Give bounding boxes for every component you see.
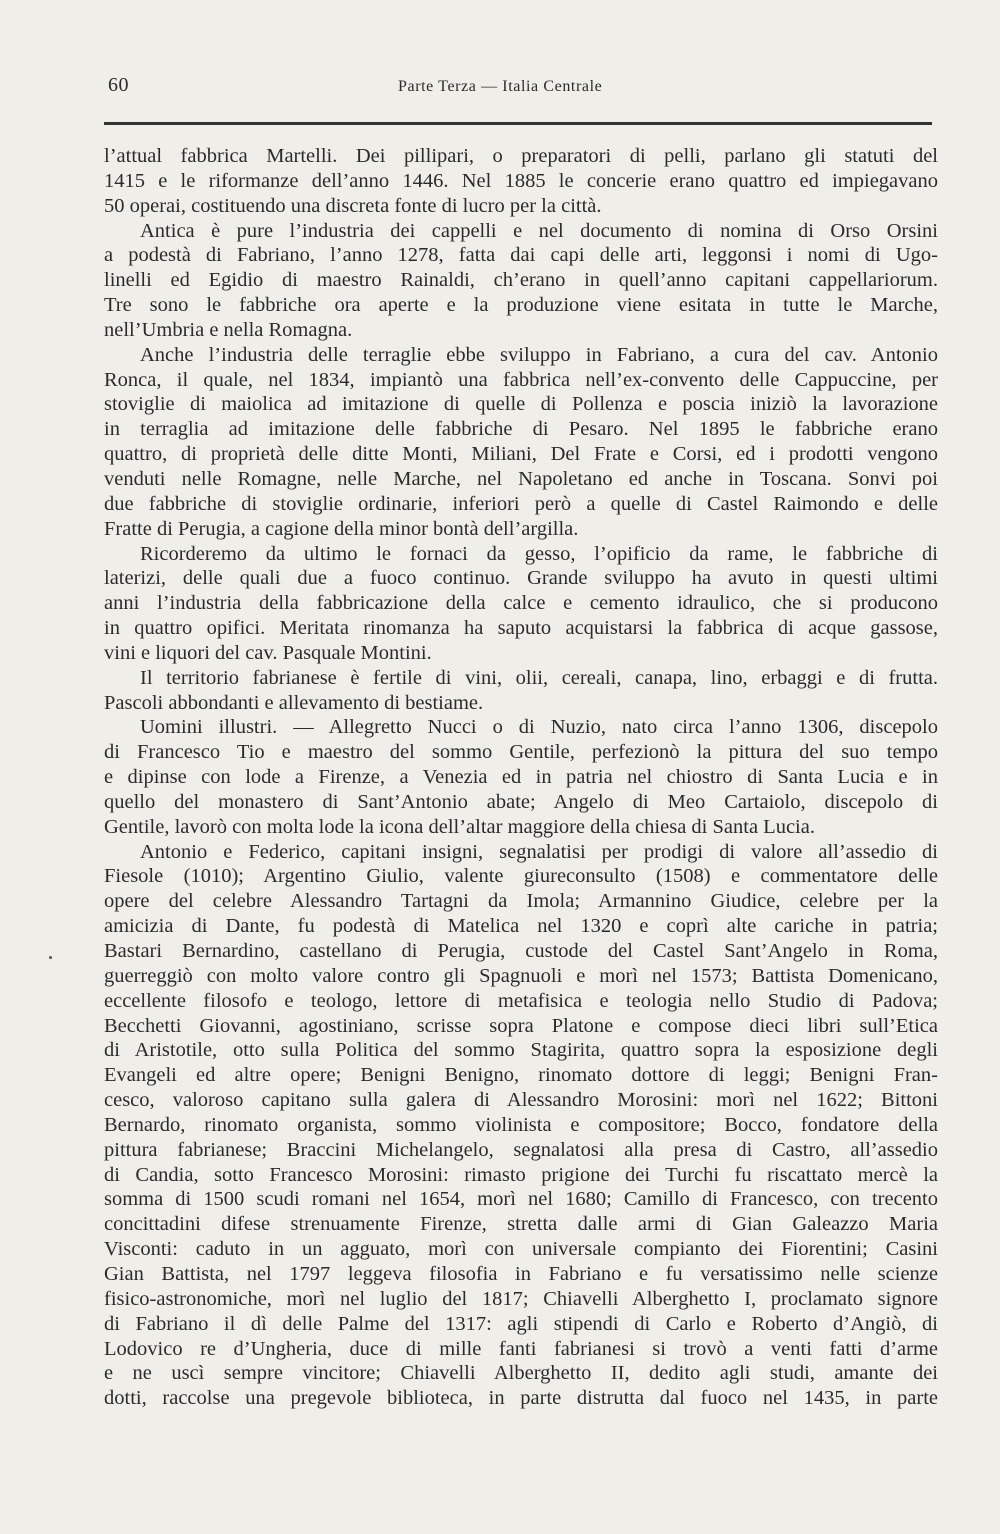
text-line: quattro, di proprietà delle ditte Monti, Miliani, Del Frate e Corsi, ed i prodotti vengono [104, 443, 938, 466]
text-line: Becchetti Giovanni, agostiniano, scrisse sopra Platone e compose dieci libri sull’Etica [104, 1014, 938, 1037]
text-line: l’attual fabbrica Martelli. Dei pillipari, o preparatori di pelli, parlano gli statuti del [104, 145, 938, 167]
text-line: di Fabriano il dì delle Palme del 1317: agli stipendi di Carlo e Roberto d’Angiò, di [104, 1312, 938, 1335]
text-line: Antonio e Federico, capitani insigni, segnalatisi per prodigi di valore all’assedio di [140, 840, 938, 863]
text-line: Visconti: caduto in un agguato, morì con universale compianto dei Fiorentini; Casini [104, 1238, 938, 1261]
text-line: Bernardo, rinomato organista, sommo violinista e compositore; Bocco, fondatore della [104, 1113, 938, 1136]
text-line: 1415 e le riformanze dell’anno 1446. Nel 1885 le concerie erano quattro ed impiegavano [104, 169, 938, 192]
text-line: anni l’industria della fabbricazione della calce e cemento idraulico, che si producono [104, 592, 938, 615]
text-line: stoviglie di maiolica ad imitazione di quelle di Pollenza e poscia iniziò la lavorazione [104, 393, 938, 416]
text-line: Gian Battista, nel 1797 leggeva filosofia in Fabriano e fu versatissimo nelle scienze [104, 1262, 938, 1285]
text-line: quello del monastero di Sant’Antonio abate; Angelo di Meo Cartaiolo, discepolo di [104, 790, 938, 813]
text-line: Fratte di Perugia, a cagione della minor bontà dell’argilla. [104, 517, 579, 540]
text-line: 50 operai, costituendo una discreta fonte di lucro per la città. [104, 194, 602, 217]
text-line: fisico-astronomiche, morì nel luglio del 1817; Chiavelli Alberghetto I, proclamato signore [104, 1287, 938, 1310]
text-line: Anche l’industria delle terraglie ebbe sviluppo in Fabriano, a cura del cav. Antonio [140, 343, 938, 366]
text-line: Bastari Bernardino, castellano di Perugia, custode del Castel Sant’Angelo in Roma, [104, 940, 938, 962]
text-line: Antica è pure l’industria dei cappelli e nel documento di nomina di Orso Orsini [140, 219, 938, 242]
text-line: dotti, raccolse una pregevole biblioteca, in parte distrutta dal fuoco nel 1435, in parte [104, 1387, 938, 1410]
page-header [104, 74, 932, 104]
text-line: linelli ed Egidio di maestro Rainaldi, ch’erano in quell’anno capitani cappellariorum. [104, 269, 938, 292]
body-text [104, 144, 938, 1411]
text-line: Pascoli abbondanti e allevamento di bestiame. [104, 691, 484, 714]
running-head: Parte Terza — Italia Centrale [398, 78, 603, 95]
text-line: Lodovico re d’Ungheria, duce di mille fanti fabrianesi si trovò a venti fatti d’arme [104, 1337, 938, 1360]
text-line: in quattro opifici. Meritata rinomanza ha saputo acquistarsi la fabbrica di acque gassose, [104, 617, 938, 640]
text-line: di Candia, sotto Francesco Morosini: rimasto prigione dei Turchi fu riscattato mercè la [104, 1163, 938, 1186]
text-line: in terraglia ad imitazione delle fabbriche di Pesaro. Nel 1895 le fabbriche erano [104, 418, 938, 441]
text-line: vini e liquori del cav. Pasquale Montini. [104, 641, 432, 664]
text-line: nell’Umbria e nella Romagna. [104, 318, 353, 341]
text-line: Uomini illustri. — Allegretto Nucci o di Nuzio, nato circa l’anno 1306, discepolo [140, 716, 938, 739]
text-line: guerreggiò con molto valore contro gli Spagnuoli e morì nel 1573; Battista Domenicano, [104, 964, 938, 987]
text-line: eccellente filosofo e teologo, lettore di metafisica e teologia nello Studio di Padova; [104, 989, 938, 1012]
text-line: laterizi, delle quali due a fuoco continuo. Grande sviluppo ha avuto in questi ultimi [104, 567, 938, 590]
header-rule [104, 122, 932, 125]
text-line: Il territorio fabrianese è fertile di vini, olii, cereali, canapa, lino, erbaggi e di frutta. [140, 666, 938, 689]
text-line: Ricorderemo da ultimo le fornaci da gesso, l’opificio da rame, le fabbriche di [140, 542, 938, 565]
text-line: pittura fabrianese; Braccini Michelangelo, segnalatosi alla presa di Castro, all’assedio [104, 1138, 938, 1161]
text-line: di Aristotile, otto sulla Politica del sommo Stagirita, quattro sopra la esposizione degli [104, 1039, 938, 1062]
text-line: cesco, valoroso capitano sulla galera di Alessandro Morosini: morì nel 1622; Bittoni [104, 1089, 938, 1112]
text-line: Evangeli ed altre opere; Benigni Benigno, rinomato dottore di leggi; Benigni Fran- [104, 1064, 938, 1087]
text-line: e ne uscì sempre vincitore; Chiavelli Alberghetto II, dedito agli studi, amante dei [104, 1362, 938, 1385]
text-line: e dipinse con lode a Firenze, a Venezia ed in patria nel chiostro di Santa Lucia e in [104, 766, 938, 789]
text-line: Tre sono le fabbriche ora aperte e la produzione viene esitata in tutte le Marche, [104, 294, 938, 317]
text-line: concittadini difese strenuamente Firenze, stretta dalle armi di Gian Galeazzo Maria [104, 1213, 938, 1236]
text-line: Gentile, lavorò con molta lode la icona dell’altar maggiore della chiesa di Santa Lucia. [104, 815, 815, 838]
page-number: 60 [108, 74, 129, 96]
text-line: Ronca, il quale, nel 1834, impiantò una fabbrica nell’ex-convento delle Cappuccine, per [104, 368, 938, 391]
text-line: due fabbriche di stoviglie ordinarie, inferiori però a quelle di Castel Raimondo e delle [104, 492, 938, 515]
text-line: amicizia di Dante, fu podestà di Matelica nel 1320 e coprì alte cariche in patria; [104, 915, 938, 938]
text-line: Fiesole (1010); Argentino Giulio, valente giureconsulto (1508) e commentatore delle [104, 865, 938, 888]
text-line: venduti nelle Romagne, nelle Marche, nel Napoletano ed anche in Toscana. Sonvi poi [104, 467, 938, 490]
margin-mark [49, 956, 52, 959]
text-line: somma di 1500 scudi romani nel 1654, morì nel 1680; Camillo di Francesco, con trecento [104, 1188, 938, 1211]
text-line: di Francesco Tio e maestro del sommo Gentile, perfezionò la pittura del suo tempo [104, 741, 938, 764]
text-line: a podestà di Fabriano, l’anno 1278, fatta dai capi delle arti, leggonsi i nomi di Ugo- [104, 244, 938, 267]
text-line: opere del celebre Alessandro Tartagni da Imola; Armannino Giudice, celebre per la [104, 890, 938, 913]
